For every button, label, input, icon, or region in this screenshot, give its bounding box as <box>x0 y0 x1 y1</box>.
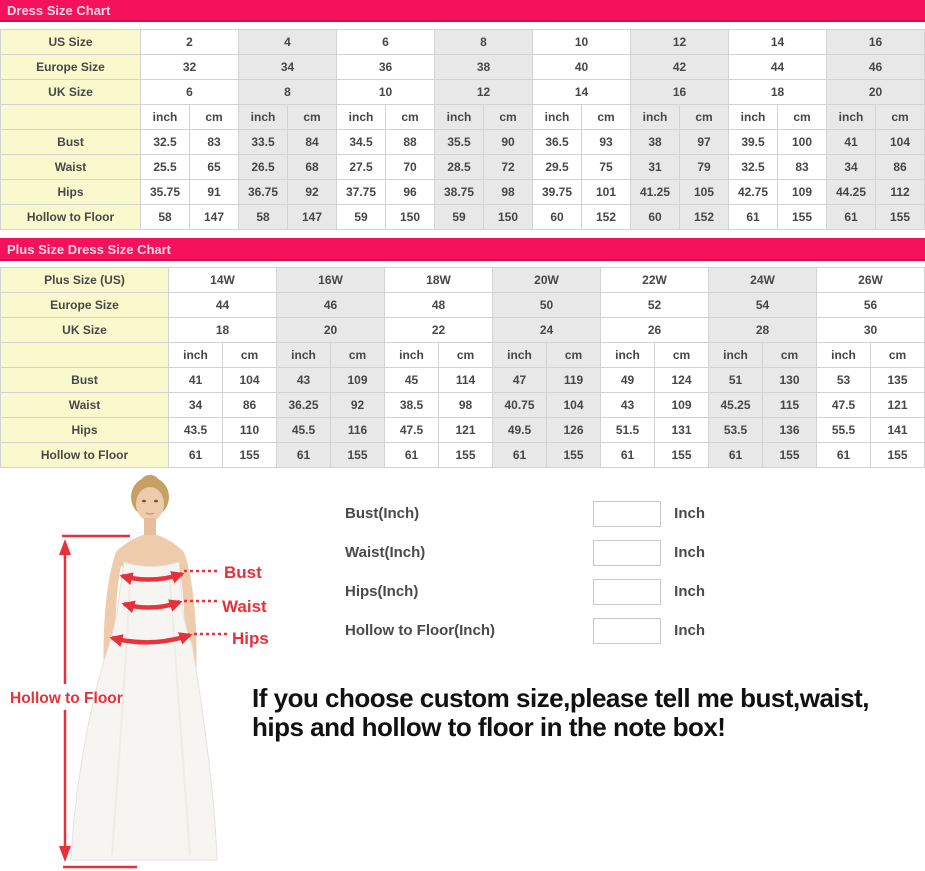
measure-inch-cell: 61 <box>729 205 778 230</box>
measure-inch-cell: 40.75 <box>493 393 547 418</box>
measure-cm-cell: 155 <box>778 205 827 230</box>
hips-unit-label: Inch <box>674 583 705 600</box>
measure-inch-cell: 34 <box>827 155 876 180</box>
size-value-cell: 36 <box>337 55 435 80</box>
custom-size-note-line1: If you choose custom size,please tell me bust,waist, <box>252 683 869 713</box>
measure-cm-cell: 93 <box>582 130 631 155</box>
size-value-cell: 22 <box>385 318 493 343</box>
size-value-cell: 34 <box>239 55 337 80</box>
size-value-cell: 14 <box>729 30 827 55</box>
measure-inch-cell: 43.5 <box>169 418 223 443</box>
size-value-cell: 46 <box>827 55 925 80</box>
row-label: UK Size <box>1 318 169 343</box>
measure-cm-cell: 136 <box>763 418 817 443</box>
row-label <box>1 105 141 130</box>
measure-inch-cell: 38.75 <box>435 180 484 205</box>
unit-inch-cell: inch <box>277 343 331 368</box>
measure-inch-cell: 38.5 <box>385 393 439 418</box>
measure-cm-cell: 109 <box>331 368 385 393</box>
row-label: Plus Size (US) <box>1 268 169 293</box>
measure-cm-cell: 70 <box>386 155 435 180</box>
unit-cm-cell: cm <box>582 105 631 130</box>
measure-cm-cell: 135 <box>871 368 925 393</box>
row-label: Waist <box>1 155 141 180</box>
measure-cm-cell: 92 <box>331 393 385 418</box>
size-value-cell: 30 <box>817 318 925 343</box>
size-value-cell: 8 <box>435 30 533 55</box>
plus-size-chart-title: Plus Size Dress Size Chart <box>0 238 925 261</box>
table-row <box>1 55 925 80</box>
measure-inch-cell: 59 <box>337 205 386 230</box>
measure-cm-cell: 124 <box>655 368 709 393</box>
measure-inch-cell: 61 <box>277 443 331 468</box>
measure-cm-cell: 97 <box>680 130 729 155</box>
measure-cm-cell: 90 <box>484 130 533 155</box>
custom-measurements-form <box>345 494 705 650</box>
size-value-cell: 4 <box>239 30 337 55</box>
measure-inch-cell: 38 <box>631 130 680 155</box>
measure-inch-cell: 45.25 <box>709 393 763 418</box>
measure-cm-cell: 79 <box>680 155 729 180</box>
measure-cm-cell: 98 <box>484 180 533 205</box>
measure-cm-cell: 155 <box>223 443 277 468</box>
measure-inch-cell: 53.5 <box>709 418 763 443</box>
size-value-cell: 40 <box>533 55 631 80</box>
unit-inch-cell: inch <box>385 343 439 368</box>
measure-cm-cell: 155 <box>439 443 493 468</box>
size-value-cell: 6 <box>141 80 239 105</box>
measure-inch-cell: 35.75 <box>141 180 190 205</box>
model-photo <box>71 475 217 860</box>
unit-cm-cell: cm <box>547 343 601 368</box>
measure-cm-cell: 86 <box>876 155 925 180</box>
measure-cm-cell: 155 <box>876 205 925 230</box>
measure-inch-cell: 36.25 <box>277 393 331 418</box>
measure-inch-cell: 32.5 <box>141 130 190 155</box>
measure-cm-cell: 110 <box>223 418 277 443</box>
table-row <box>1 393 925 418</box>
plus-size-table <box>0 267 925 468</box>
waist-input[interactable] <box>593 540 661 566</box>
unit-cm-cell: cm <box>763 343 817 368</box>
size-value-cell: 54 <box>709 293 817 318</box>
unit-inch-cell: inch <box>169 343 223 368</box>
unit-cm-cell: cm <box>871 343 925 368</box>
custom-size-note-line2: hips and hollow to floor in the note box! <box>252 711 726 742</box>
size-value-cell: 20W <box>493 268 601 293</box>
measure-inch-cell: 47 <box>493 368 547 393</box>
size-value-cell: 32 <box>141 55 239 80</box>
row-label: US Size <box>1 30 141 55</box>
size-value-cell: 50 <box>493 293 601 318</box>
measure-inch-cell: 37.75 <box>337 180 386 205</box>
waist-field-row <box>345 533 705 572</box>
measure-inch-cell: 26.5 <box>239 155 288 180</box>
measure-inch-cell: 51 <box>709 368 763 393</box>
table-row <box>1 443 925 468</box>
measure-cm-cell: 115 <box>763 393 817 418</box>
measure-inch-cell: 61 <box>709 443 763 468</box>
measure-inch-cell: 33.5 <box>239 130 288 155</box>
custom-size-note <box>252 684 922 741</box>
hips-label: Hips <box>232 629 269 648</box>
measure-cm-cell: 152 <box>582 205 631 230</box>
measure-inch-cell: 29.5 <box>533 155 582 180</box>
measure-inch-cell: 60 <box>631 205 680 230</box>
row-label: Hollow to Floor <box>1 443 169 468</box>
measure-inch-cell: 60 <box>533 205 582 230</box>
waist-field-label: Waist(Inch) <box>345 544 426 561</box>
table-row <box>1 180 925 205</box>
measure-inch-cell: 35.5 <box>435 130 484 155</box>
unit-cm-cell: cm <box>439 343 493 368</box>
row-label: Europe Size <box>1 55 141 80</box>
measure-inch-cell: 27.5 <box>337 155 386 180</box>
measure-inch-cell: 49 <box>601 368 655 393</box>
measure-inch-cell: 61 <box>601 443 655 468</box>
unit-cm-cell: cm <box>288 105 337 130</box>
dress-size-chart-title: Dress Size Chart <box>0 0 925 22</box>
table-row <box>1 368 925 393</box>
size-value-cell: 12 <box>435 80 533 105</box>
table-row <box>1 30 925 55</box>
size-value-cell: 20 <box>277 318 385 343</box>
unit-inch-cell: inch <box>709 343 763 368</box>
table-row <box>1 155 925 180</box>
measure-cm-cell: 109 <box>655 393 709 418</box>
size-value-cell: 48 <box>385 293 493 318</box>
table-row <box>1 205 925 230</box>
measure-inch-cell: 55.5 <box>817 418 871 443</box>
size-value-cell: 26W <box>817 268 925 293</box>
measure-inch-cell: 61 <box>385 443 439 468</box>
size-value-cell: 24 <box>493 318 601 343</box>
size-value-cell: 16 <box>631 80 729 105</box>
measure-cm-cell: 126 <box>547 418 601 443</box>
measure-inch-cell: 28.5 <box>435 155 484 180</box>
measure-inch-cell: 36.5 <box>533 130 582 155</box>
measure-inch-cell: 43 <box>277 368 331 393</box>
measure-inch-cell: 61 <box>827 205 876 230</box>
dress-size-table <box>0 29 925 230</box>
size-value-cell: 46 <box>277 293 385 318</box>
size-value-cell: 22W <box>601 268 709 293</box>
measure-cm-cell: 96 <box>386 180 435 205</box>
measure-cm-cell: 121 <box>439 418 493 443</box>
measure-cm-cell: 68 <box>288 155 337 180</box>
size-value-cell: 14 <box>533 80 631 105</box>
measure-cm-cell: 88 <box>386 130 435 155</box>
measure-inch-cell: 34 <box>169 393 223 418</box>
size-value-cell: 28 <box>709 318 817 343</box>
unit-inch-cell: inch <box>601 343 655 368</box>
measure-cm-cell: 112 <box>876 180 925 205</box>
measure-inch-cell: 45.5 <box>277 418 331 443</box>
measure-cm-cell: 104 <box>547 393 601 418</box>
measure-cm-cell: 104 <box>876 130 925 155</box>
hips-input[interactable] <box>593 579 661 605</box>
measure-inch-cell: 47.5 <box>817 393 871 418</box>
measure-inch-cell: 61 <box>169 443 223 468</box>
size-value-cell: 18 <box>729 80 827 105</box>
measure-cm-cell: 114 <box>439 368 493 393</box>
unit-cm-cell: cm <box>190 105 239 130</box>
measure-cm-cell: 130 <box>763 368 817 393</box>
size-value-cell: 8 <box>239 80 337 105</box>
measure-cm-cell: 65 <box>190 155 239 180</box>
measure-cm-cell: 150 <box>484 205 533 230</box>
row-label: Hips <box>1 418 169 443</box>
measure-cm-cell: 91 <box>190 180 239 205</box>
measure-cm-cell: 119 <box>547 368 601 393</box>
table-row <box>1 268 925 293</box>
hips-field-row <box>345 572 705 611</box>
measure-cm-cell: 92 <box>288 180 337 205</box>
measure-cm-cell: 109 <box>778 180 827 205</box>
measure-cm-cell: 131 <box>655 418 709 443</box>
measure-inch-cell: 58 <box>141 205 190 230</box>
size-value-cell: 24W <box>709 268 817 293</box>
measure-inch-cell: 59 <box>435 205 484 230</box>
measure-inch-cell: 39.5 <box>729 130 778 155</box>
measure-cm-cell: 155 <box>871 443 925 468</box>
unit-cm-cell: cm <box>331 343 385 368</box>
measure-cm-cell: 72 <box>484 155 533 180</box>
measure-inch-cell: 36.75 <box>239 180 288 205</box>
measure-cm-cell: 152 <box>680 205 729 230</box>
bust-unit-label: Inch <box>674 505 705 522</box>
measure-inch-cell: 42.75 <box>729 180 778 205</box>
size-value-cell: 38 <box>435 55 533 80</box>
measure-cm-cell: 86 <box>223 393 277 418</box>
measure-cm-cell: 121 <box>871 393 925 418</box>
measure-cm-cell: 116 <box>331 418 385 443</box>
unit-inch-cell: inch <box>827 105 876 130</box>
unit-inch-cell: inch <box>729 105 778 130</box>
size-value-cell: 52 <box>601 293 709 318</box>
bust-field-row <box>345 494 705 533</box>
row-label: Hollow to Floor <box>1 205 141 230</box>
row-label: Bust <box>1 130 141 155</box>
unit-cm-cell: cm <box>680 105 729 130</box>
measure-cm-cell: 75 <box>582 155 631 180</box>
measure-inch-cell: 58 <box>239 205 288 230</box>
unit-row <box>1 105 925 130</box>
size-value-cell: 20 <box>827 80 925 105</box>
hollow-unit-label: Inch <box>674 622 705 639</box>
measure-inch-cell: 41 <box>169 368 223 393</box>
table-row <box>1 80 925 105</box>
unit-row <box>1 343 925 368</box>
table-row <box>1 318 925 343</box>
unit-cm-cell: cm <box>386 105 435 130</box>
row-label: Europe Size <box>1 293 169 318</box>
measure-cm-cell: 155 <box>763 443 817 468</box>
measure-cm-cell: 98 <box>439 393 493 418</box>
hollow-field-row <box>345 611 705 650</box>
measure-cm-cell: 155 <box>331 443 385 468</box>
unit-inch-cell: inch <box>435 105 484 130</box>
unit-cm-cell: cm <box>778 105 827 130</box>
measure-cm-cell: 155 <box>655 443 709 468</box>
measure-inch-cell: 61 <box>817 443 871 468</box>
unit-cm-cell: cm <box>223 343 277 368</box>
measure-inch-cell: 25.5 <box>141 155 190 180</box>
size-value-cell: 10 <box>533 30 631 55</box>
row-label <box>1 343 169 368</box>
size-value-cell: 26 <box>601 318 709 343</box>
measure-cm-cell: 150 <box>386 205 435 230</box>
bust-label: Bust <box>224 563 262 582</box>
size-value-cell: 14W <box>169 268 277 293</box>
waist-label: Waist <box>222 597 267 616</box>
measure-cm-cell: 105 <box>680 180 729 205</box>
unit-inch-cell: inch <box>141 105 190 130</box>
measure-inch-cell: 41 <box>827 130 876 155</box>
hollow-input[interactable] <box>593 618 661 644</box>
size-value-cell: 56 <box>817 293 925 318</box>
hollow-to-floor-label: Hollow to Floor <box>10 690 123 707</box>
unit-inch-cell: inch <box>817 343 871 368</box>
measure-cm-cell: 84 <box>288 130 337 155</box>
size-value-cell: 2 <box>141 30 239 55</box>
measure-cm-cell: 83 <box>190 130 239 155</box>
size-value-cell: 12 <box>631 30 729 55</box>
bust-field-label: Bust(Inch) <box>345 505 420 522</box>
unit-inch-cell: inch <box>631 105 680 130</box>
measure-cm-cell: 101 <box>582 180 631 205</box>
hollow-field-label: Hollow to Floor(Inch) <box>345 622 495 639</box>
table-row <box>1 130 925 155</box>
unit-inch-cell: inch <box>337 105 386 130</box>
unit-inch-cell: inch <box>493 343 547 368</box>
table-row <box>1 293 925 318</box>
unit-inch-cell: inch <box>239 105 288 130</box>
row-label: UK Size <box>1 80 141 105</box>
measure-inch-cell: 34.5 <box>337 130 386 155</box>
unit-inch-cell: inch <box>533 105 582 130</box>
measure-inch-cell: 32.5 <box>729 155 778 180</box>
size-value-cell: 16W <box>277 268 385 293</box>
measure-inch-cell: 44.25 <box>827 180 876 205</box>
measure-cm-cell: 104 <box>223 368 277 393</box>
measure-cm-cell: 141 <box>871 418 925 443</box>
row-label: Bust <box>1 368 169 393</box>
measure-inch-cell: 61 <box>493 443 547 468</box>
size-value-cell: 18W <box>385 268 493 293</box>
unit-cm-cell: cm <box>876 105 925 130</box>
measure-cm-cell: 147 <box>288 205 337 230</box>
row-label: Waist <box>1 393 169 418</box>
measure-inch-cell: 39.75 <box>533 180 582 205</box>
measure-inch-cell: 31 <box>631 155 680 180</box>
measure-cm-cell: 100 <box>778 130 827 155</box>
measure-cm-cell: 155 <box>547 443 601 468</box>
size-value-cell: 6 <box>337 30 435 55</box>
size-value-cell: 10 <box>337 80 435 105</box>
measure-inch-cell: 41.25 <box>631 180 680 205</box>
measure-inch-cell: 45 <box>385 368 439 393</box>
measure-inch-cell: 51.5 <box>601 418 655 443</box>
measure-inch-cell: 53 <box>817 368 871 393</box>
measure-inch-cell: 43 <box>601 393 655 418</box>
measure-cm-cell: 83 <box>778 155 827 180</box>
unit-cm-cell: cm <box>484 105 533 130</box>
hips-field-label: Hips(Inch) <box>345 583 419 600</box>
table-row <box>1 418 925 443</box>
measure-inch-cell: 47.5 <box>385 418 439 443</box>
unit-cm-cell: cm <box>655 343 709 368</box>
size-value-cell: 16 <box>827 30 925 55</box>
size-value-cell: 44 <box>729 55 827 80</box>
size-value-cell: 42 <box>631 55 729 80</box>
row-label: Hips <box>1 180 141 205</box>
measurement-figure <box>0 470 300 871</box>
waist-unit-label: Inch <box>674 544 705 561</box>
measure-cm-cell: 147 <box>190 205 239 230</box>
size-value-cell: 18 <box>169 318 277 343</box>
size-value-cell: 44 <box>169 293 277 318</box>
measure-inch-cell: 49.5 <box>493 418 547 443</box>
bust-input[interactable] <box>593 501 661 527</box>
